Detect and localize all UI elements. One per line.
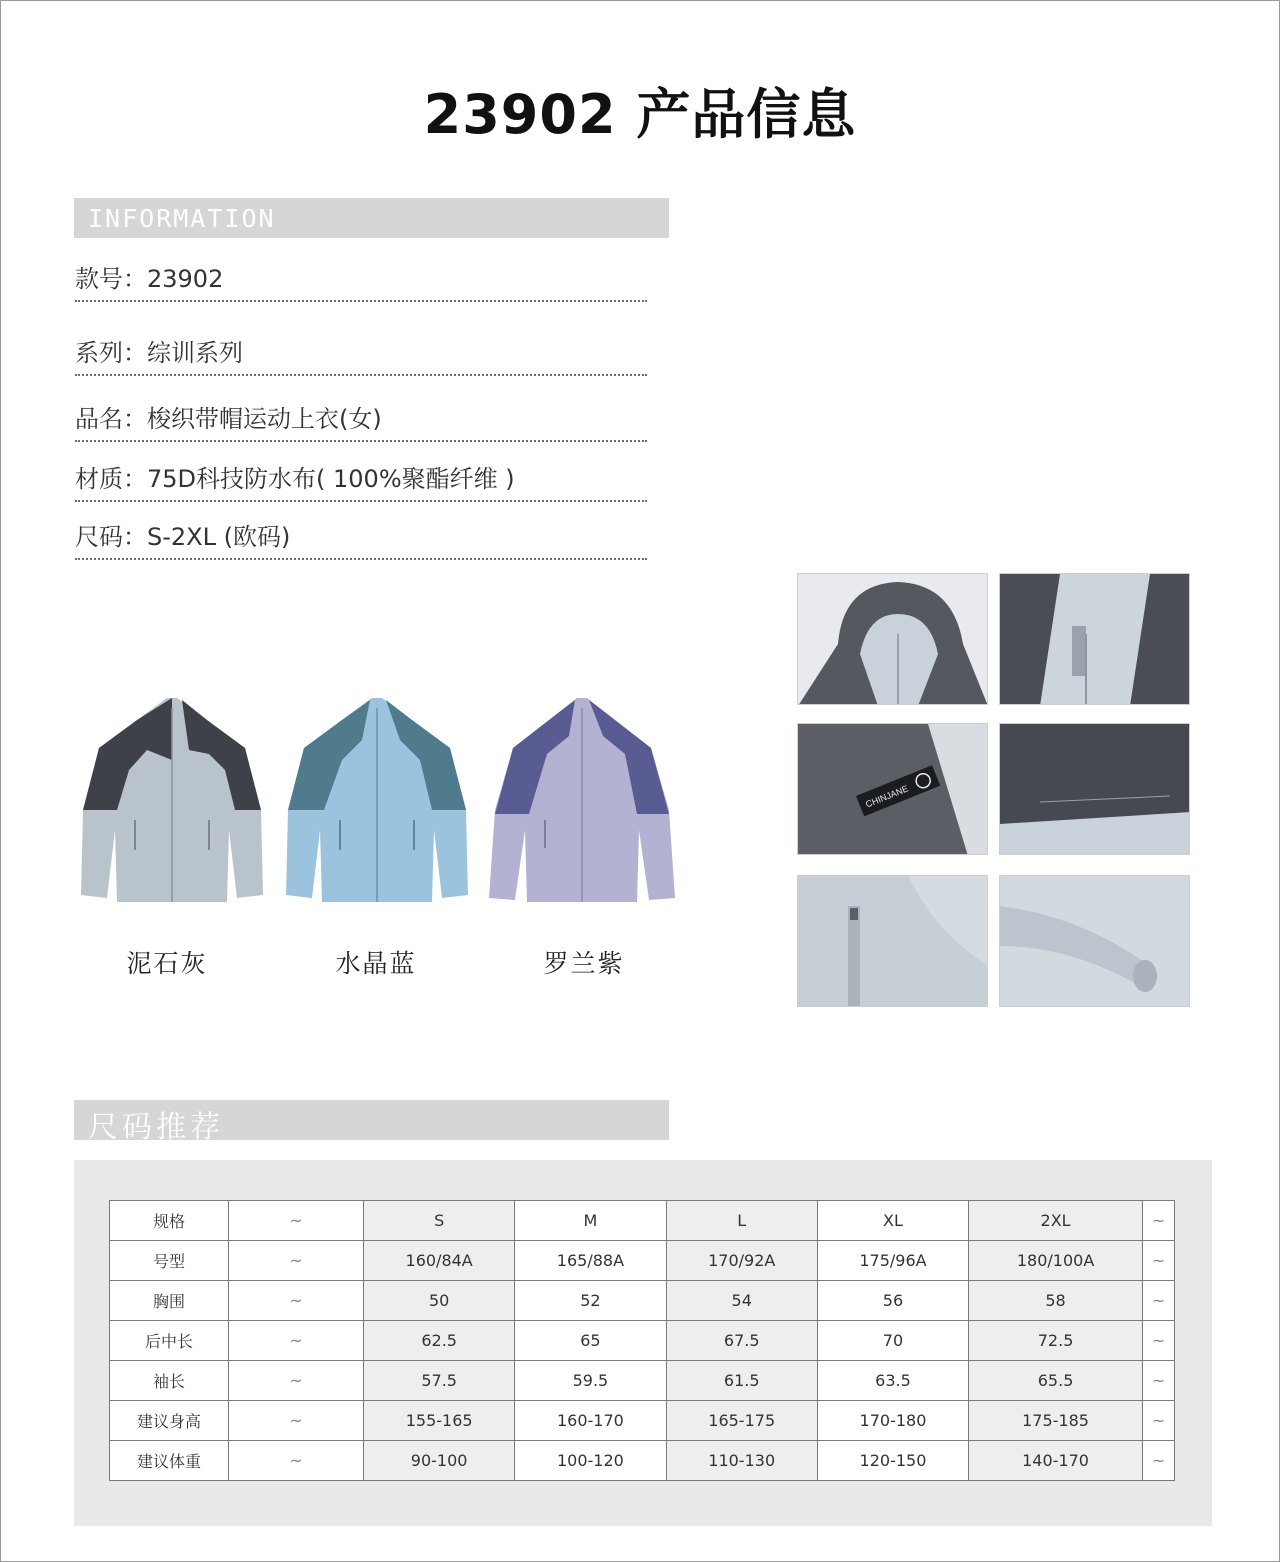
table-cell: 160/84A <box>364 1241 515 1281</box>
table-cell: 58 <box>969 1281 1143 1321</box>
table-row <box>110 1281 1175 1321</box>
table-row <box>110 1361 1175 1401</box>
page-title: 23902 产品信息 <box>423 83 857 146</box>
detail-logo-label: CHINJANE <box>864 783 910 810</box>
table-cell: 90-100 <box>364 1441 515 1481</box>
row-label: 建议身高 <box>110 1401 229 1441</box>
detail-photo-sleeve-logo <box>797 723 988 855</box>
info-size-range <box>75 522 647 560</box>
dash-cell: ~ <box>1143 1241 1175 1281</box>
info-series-text: 系列：综训系列 <box>75 339 243 367</box>
dash-cell: ~ <box>1143 1321 1175 1361</box>
detail-photo-zipper <box>999 573 1190 705</box>
table-cell: 165-175 <box>666 1401 817 1441</box>
table-row <box>110 1201 1175 1241</box>
size-heading: 尺码推荐 <box>88 1110 224 1145</box>
dash-cell: ~ <box>1143 1281 1175 1321</box>
table-row <box>110 1401 1175 1441</box>
row-label: 建议体重 <box>110 1441 229 1481</box>
table-cell: 59.5 <box>515 1361 666 1401</box>
table-cell: 110-130 <box>666 1441 817 1481</box>
dash-cell: ~ <box>1143 1361 1175 1401</box>
color-name-purple: 罗兰紫 <box>543 949 625 978</box>
table-cell: XL <box>817 1201 968 1241</box>
table-cell: 160-170 <box>515 1401 666 1441</box>
table-cell: 63.5 <box>817 1361 968 1401</box>
table-cell: 72.5 <box>969 1321 1143 1361</box>
dash-cell: ~ <box>1143 1441 1175 1481</box>
size-table <box>109 1200 1175 1481</box>
table-cell: 140-170 <box>969 1441 1143 1481</box>
information-heading: INFORMATION <box>88 204 276 233</box>
jacket-image-gray <box>77 690 267 915</box>
detail-photo-cuff <box>999 875 1190 1007</box>
table-cell: L <box>666 1201 817 1241</box>
detail-photo-pocket <box>797 875 988 1007</box>
dash-cell: ~ <box>229 1361 364 1401</box>
table-row <box>110 1441 1175 1481</box>
info-product-name <box>75 404 647 442</box>
row-label: 后中长 <box>110 1321 229 1361</box>
dash-cell: ~ <box>229 1401 364 1441</box>
jacket-image-blue <box>282 690 472 915</box>
table-cell: 175/96A <box>817 1241 968 1281</box>
table-row <box>110 1241 1175 1281</box>
dash-cell: ~ <box>1143 1401 1175 1441</box>
detail-photo-fabric <box>999 723 1190 855</box>
dash-cell: ~ <box>229 1321 364 1361</box>
table-cell: 65.5 <box>969 1361 1143 1401</box>
dash-cell: ~ <box>1143 1201 1175 1241</box>
table-cell: 70 <box>817 1321 968 1361</box>
dash-cell: ~ <box>229 1241 364 1281</box>
table-cell: 50 <box>364 1281 515 1321</box>
info-size-range-text: 尺码：S-2XL (欧码) <box>75 523 291 551</box>
detail-photo-hood <box>797 573 988 705</box>
color-name-gray: 泥石灰 <box>126 949 208 978</box>
table-cell: 56 <box>817 1281 968 1321</box>
row-label: 袖长 <box>110 1361 229 1401</box>
table-cell: 180/100A <box>969 1241 1143 1281</box>
row-label: 号型 <box>110 1241 229 1281</box>
table-cell: 120-150 <box>817 1441 968 1481</box>
table-cell: 170/92A <box>666 1241 817 1281</box>
info-material-text: 材质：75D科技防水布( 100%聚酯纤维 ) <box>75 465 515 493</box>
table-cell: M <box>515 1201 666 1241</box>
info-material <box>75 464 647 502</box>
size-heading-bar <box>74 1100 669 1145</box>
table-cell: 170-180 <box>817 1401 968 1441</box>
table-cell: 62.5 <box>364 1321 515 1361</box>
info-style-number <box>75 264 647 302</box>
table-cell: 61.5 <box>666 1361 817 1401</box>
jacket-image-purple <box>487 690 677 915</box>
dash-cell: ~ <box>229 1441 364 1481</box>
table-cell: 57.5 <box>364 1361 515 1401</box>
table-cell: 52 <box>515 1281 666 1321</box>
row-label: 规格 <box>110 1201 229 1241</box>
table-cell: S <box>364 1201 515 1241</box>
info-product-name-text: 品名：梭织带帽运动上衣(女) <box>75 405 382 433</box>
table-cell: 2XL <box>969 1201 1143 1241</box>
table-cell: 165/88A <box>515 1241 666 1281</box>
table-cell: 65 <box>515 1321 666 1361</box>
dash-cell: ~ <box>229 1281 364 1321</box>
color-name-blue: 水晶蓝 <box>335 949 417 978</box>
information-heading-bar <box>74 198 669 238</box>
table-cell: 175-185 <box>969 1401 1143 1441</box>
info-series <box>75 338 647 376</box>
table-cell: 67.5 <box>666 1321 817 1361</box>
table-cell: 155-165 <box>364 1401 515 1441</box>
table-cell: 100-120 <box>515 1441 666 1481</box>
table-row <box>110 1321 1175 1361</box>
info-style-number-text: 款号：23902 <box>75 265 224 293</box>
row-label: 胸围 <box>110 1281 229 1321</box>
table-cell: 54 <box>666 1281 817 1321</box>
dash-cell: ~ <box>229 1201 364 1241</box>
